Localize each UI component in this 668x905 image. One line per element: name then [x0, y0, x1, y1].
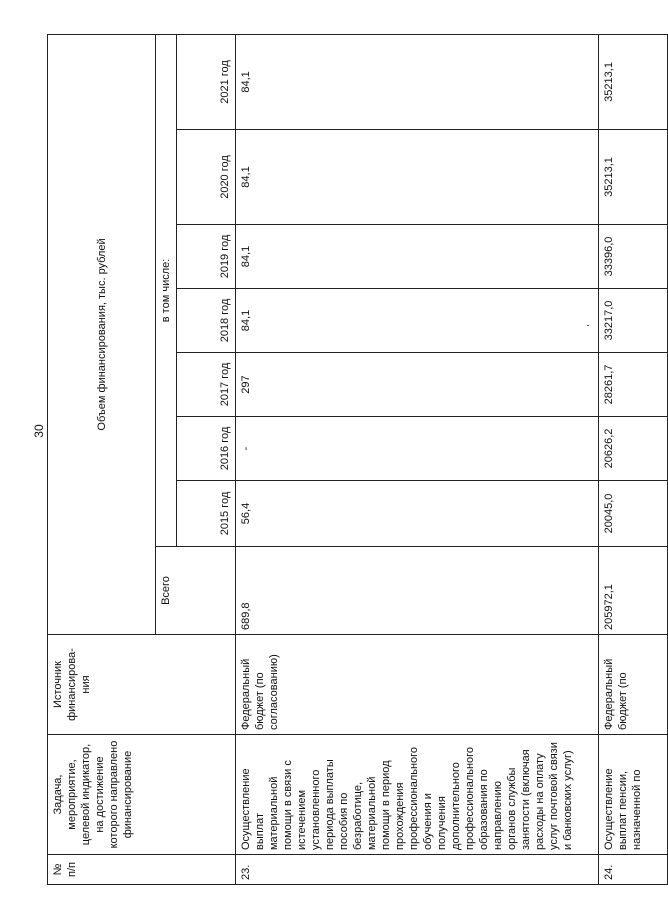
- row-source: Федеральный бюджет (по согласованию): [236, 635, 599, 735]
- page-number: 30: [32, 424, 46, 438]
- row-year-value: 84,1: [236, 130, 599, 225]
- row-year-value: 28261,7: [599, 353, 668, 417]
- header-year: 2018 год: [177, 289, 236, 353]
- header-volume: Объем финансирования, тыс. рублей: [48, 34, 156, 634]
- row-year-value: 84,1: [236, 225, 599, 289]
- table-row: [599, 34, 668, 884]
- row-total: 689,8: [236, 547, 599, 635]
- row-year-value: 20045,0: [599, 481, 668, 547]
- header-source: Источник финансирова-ния: [48, 635, 236, 735]
- row-year-value: 35213,1: [599, 130, 668, 225]
- header-year: 2016 год: [177, 417, 236, 481]
- row-year-value: 33396,0: [599, 225, 668, 289]
- financing-table: [47, 34, 668, 885]
- row-total: 205972,1: [599, 547, 668, 635]
- row-year-value: 20626,2: [599, 417, 668, 481]
- header-including: в том числе:: [156, 34, 177, 546]
- header-year: 2015 год: [177, 481, 236, 547]
- row-year-value: 84,1: [236, 289, 599, 353]
- header-task: Задача, мероприятие, целевой индикатор, на достижение которого направлено финансирование: [48, 735, 236, 855]
- rotated-table-container: [47, 35, 643, 885]
- header-year: 2017 год: [177, 353, 236, 417]
- row-source: Федеральный бюджет (по: [599, 635, 668, 735]
- row-year-value: 33217,0: [599, 289, 668, 353]
- header-total: Всего: [156, 547, 236, 635]
- row-year-value: 56,4: [236, 481, 599, 547]
- row-task: Осуществление выплат материальной помощи в связи с истечением установленного периода выплаты пособия по безработице, материальной помощи в период прохождения профессионального обучения и получения дополнительного профессионального образования по направлению органов службы занятости (включая расходы на оплату услуг почтовой связи и банковских услуг): [236, 735, 599, 855]
- header-num: № п/п: [48, 855, 236, 885]
- header-year: 2019 год: [177, 225, 236, 289]
- header-year: 2020 год: [177, 130, 236, 225]
- row-year-value: 35213,1: [599, 34, 668, 129]
- row-num: 24.: [599, 855, 668, 885]
- row-year-value: 297: [236, 353, 599, 417]
- table-row: [236, 34, 599, 884]
- row-year-value: 84,1: [236, 34, 599, 129]
- row-task: Осуществление выплат пенсии, назначенной по: [599, 735, 668, 855]
- header-year: 2021 год: [177, 34, 236, 129]
- row-year-value: -: [236, 417, 599, 481]
- row-num: 23.: [236, 855, 599, 885]
